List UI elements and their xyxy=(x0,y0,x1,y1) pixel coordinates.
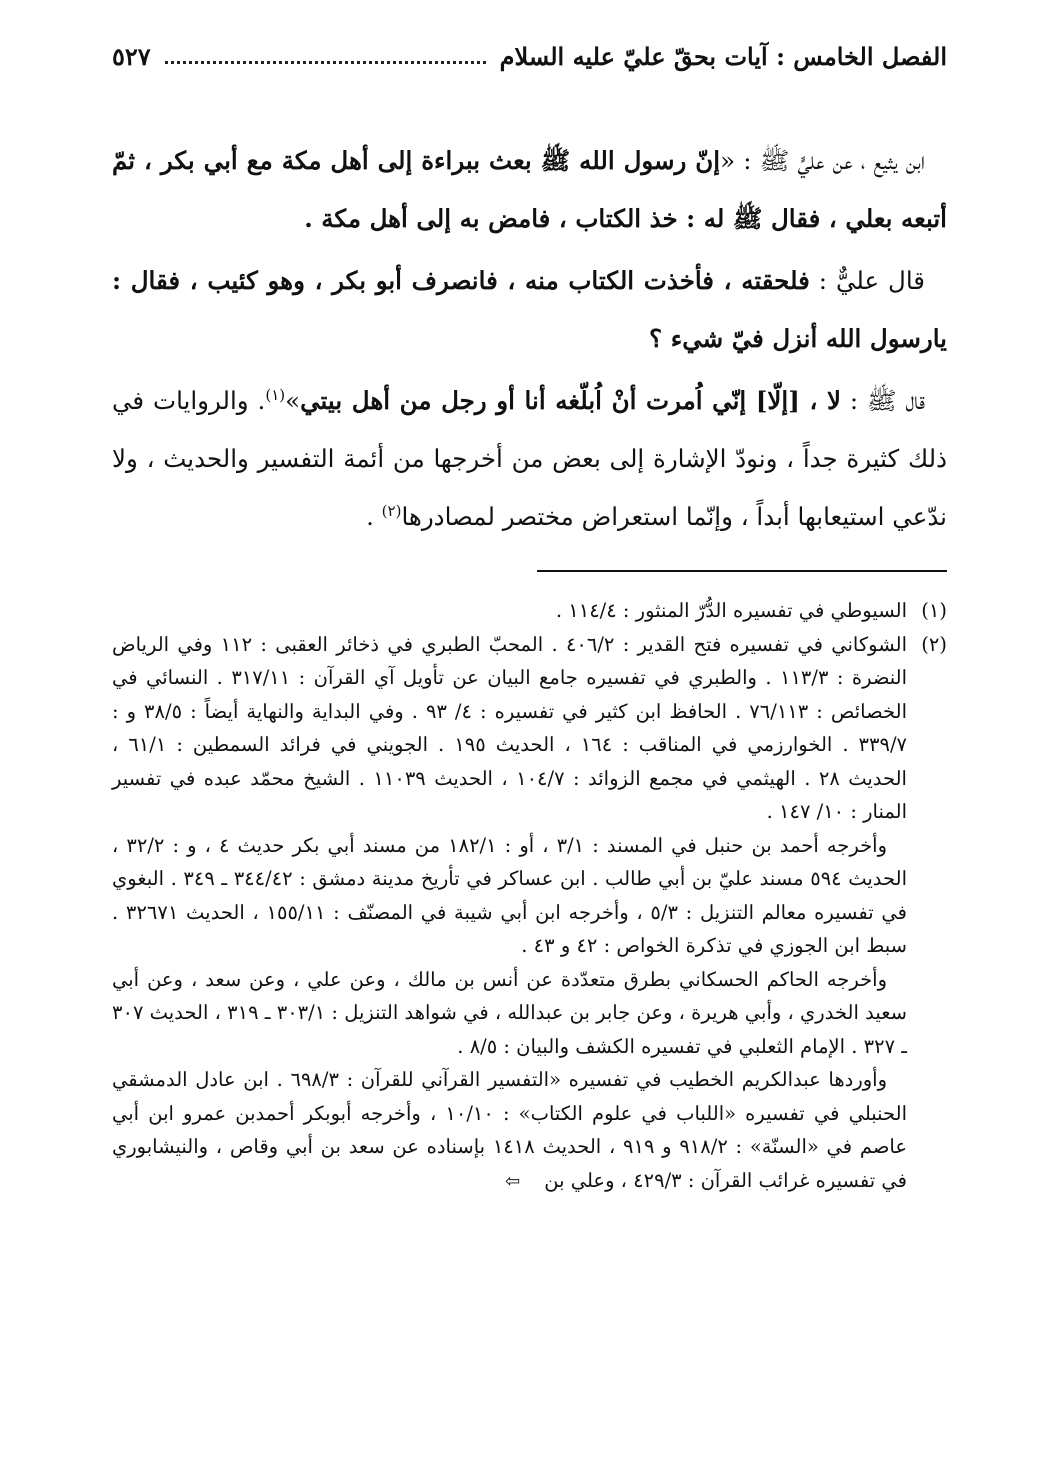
main-text xyxy=(112,132,947,546)
footnote-paragraph: وأخرجه أحمد بن حنبل في المسند : ٣/١ ، أو : ١٨٢/١ من مسند أبي بكر حديث ٤ ، و : ٣٢/٢ ، الحديث ٥٩٤ مسند عليّ بن أبي طالب . ابن عساكر في تأريخ مدينة دمشق : ٣٤٤/٤٢ ـ ٣٤٩ . البغوي في تفسيره معالم التنزيل : ٥/٣ ، وأخرجه ابن أبي شيبة في المصنّف : ١٥٥/١١ ، الحديث ٣٢٦٧١ . سبط ابن الجوزي في تذكرة الخواص : ٤٢ و ٤٣ . xyxy=(112,833,908,957)
arrow-left-icon: ⇦ xyxy=(505,1170,521,1192)
speaker-label: قال عليٌّ : xyxy=(809,266,925,295)
speaker-label: قال ﷺ : xyxy=(840,386,926,415)
footnotes xyxy=(112,594,947,1198)
footnote-paragraph: الشوكاني في تفسيره فتح القدير : ٤٠٦/٢ . المحبّ الطبري في ذخائر العقبى : ١١٢ وفي الرياض النضرة : ١١٣/٣ . والطبري في تفسيره جامع البيان عن تأويل آي القرآن : ٣١٧/١١ . النسائي في الخصائص : ٧٦/١١٣ . الحافظ ابن كثير في تفسيره : ٤/ ٩٣ . وفي البداية والنهاية أيضاً : ٣٨/٥ و : ٣٣٩/٧ . الخوارزمي في المناقب : ١٦٤ ، الحديث ١٩٥ . الجويني في فرائد السمطين : ٦١/١ ، الحديث ٢٨ . الهيثمي في مجمع الزوائد : ١٠٤/٧ ، الحديث ١١٠٣٩ . الشيخ محمّد عبده في تفسير المنار : ١٠/ ١٤٧ . xyxy=(112,632,907,823)
book-page xyxy=(112,34,947,1198)
narration-chain: ابن يثيع ، عن عليٍّ ﷺ : « xyxy=(720,146,926,175)
paragraph xyxy=(112,372,947,546)
footnote-paragraph xyxy=(112,1063,907,1198)
footnote-number: (٢) xyxy=(921,632,947,656)
footnote-paragraph: السيوطي في تفسيره الدُّرّ المنثور : ١١٤/٤ . xyxy=(555,599,907,622)
chapter-title: الفصل الخامس : آيات بحقّ عليّ عليه السلام xyxy=(499,41,947,71)
footnote-number: (١) xyxy=(921,599,947,622)
footnote-separator xyxy=(537,570,947,572)
footnote-paragraph: وأخرجه الحاكم الحسكاني بطرق متعدّدة عن أنس بن مالك ، وعن علي ، وعن سعد ، وعن أبي سعيد الخدري ، وأبي هريرة ، وعن جابر بن عبدالله ، في شواهد التنزيل : ٣٠٣/١ ـ ٣١٩ ، الحديث ٣٠٧ ـ ٣٢٧ . الإمام الثعلبي في تفسيره الكشف والبيان : ٨/٥ . xyxy=(112,967,907,1058)
paragraph xyxy=(112,252,947,368)
footnote-text: وأوردها عبدالكريم الخطيب في تفسيره «التفسير القرآني للقرآن : ٦٩٨/٣ . ابن عادل الدمشقي الحنبلي في تفسيره «اللباب في علوم الكتاب» : ١٠/١٠ ، وأخرجه أبوبكر أحمدبن عمرو ابن أبي عاصم في «السنّة» : ٩١٨/٢ و ٩١٩ ، الحديث ١٤١٨ بإسناده عن سعد بن أبي وقاص ، والنيشابوري في تفسيره غرائب القرآن : ٤٢٩/٣ ، وعلي بن xyxy=(112,1068,907,1192)
running-head xyxy=(112,34,947,80)
hadith-text: لا ، [إلّا] إنّي اُمرت أنْ اُبلّغه أنا أو رجل من أهل بيتي xyxy=(300,386,841,415)
paragraph xyxy=(112,132,947,248)
hadith-text: فلحقته ، فأخذت الكتاب منه ، فانصرف أبو بكر ، وهو كئيب ، فقال : يارسول الله أنزل فيّ شيء ؟ xyxy=(112,266,947,353)
footnote-2 xyxy=(112,628,947,1199)
footnote-body xyxy=(112,628,907,1199)
commentary-text: . والروايات في ذلك كثيرة جداً ، ونودّ الإشارة إلى بعض من أخرجها من أئمة التفسير والحديث ، ولا ندّعي استيعابها أبداً ، وإنّما استعراض مختصر لمصادرها xyxy=(112,386,947,531)
hadith-text: إنّ رسول الله ﷺ بعث ببراءة إلى أهل مكة مع أبي بكر ، ثمّ أتبعه بعلي ، فقال ﷺ له : خذ الكتاب ، فامض به إلى أهل مكة . xyxy=(112,146,947,233)
leader-dots xyxy=(165,61,486,64)
quote-close: » xyxy=(285,386,301,415)
period: . xyxy=(366,502,382,531)
footnote-ref: (٢) xyxy=(381,501,402,520)
footnote-ref: (١) xyxy=(265,385,286,404)
footnote-body xyxy=(112,594,907,628)
footnote-1 xyxy=(112,594,947,628)
page-number: ٥٢٧ xyxy=(112,41,151,71)
